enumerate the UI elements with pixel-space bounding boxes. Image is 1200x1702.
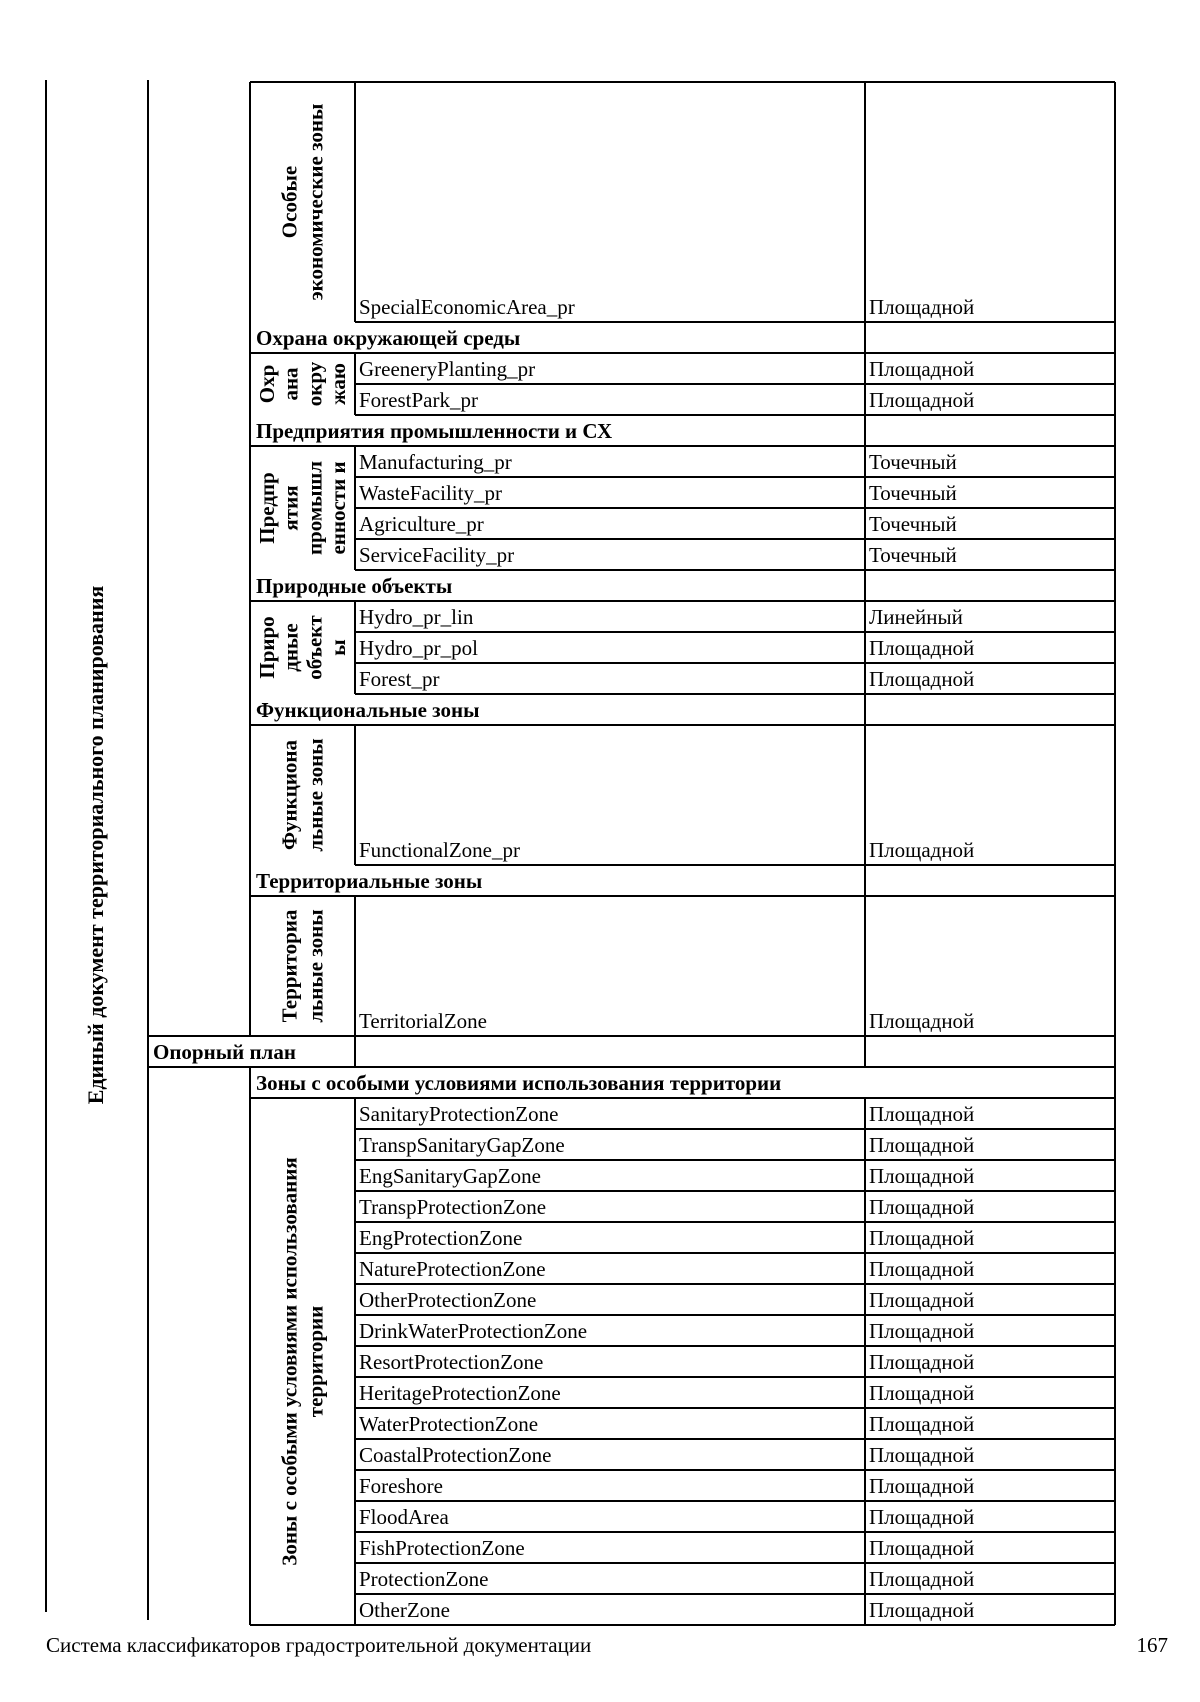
vertical-group-label: жаю: [326, 363, 351, 405]
layer-name-cell: NatureProtectionZone: [359, 1257, 546, 1281]
geometry-type-cell: Площадной: [869, 1443, 975, 1467]
geometry-type-cell: Площадной: [869, 1226, 975, 1250]
layer-name-cell: WasteFacility_pr: [359, 481, 502, 505]
vertical-group-label: Предпр: [254, 472, 279, 544]
geometry-type-cell: Площадной: [869, 388, 975, 412]
vertical-group-label: енности и: [326, 461, 351, 555]
vertical-group-label: Приро: [254, 616, 279, 679]
layer-name-cell: Hydro_pr_lin: [359, 605, 474, 629]
geometry-type-cell: Площадной: [869, 1164, 975, 1188]
footer-title: Система классификаторов градостроительной документации: [46, 1633, 592, 1657]
vertical-group-label: Функциона: [277, 739, 302, 851]
layer-name-cell: Foreshore: [359, 1474, 443, 1498]
layer-name-cell: SanitaryProtectionZone: [359, 1102, 559, 1126]
geometry-type-cell: Точечный: [869, 543, 957, 567]
layer-name-cell: DrinkWaterProtectionZone: [359, 1319, 588, 1343]
geometry-type-cell: Площадной: [869, 1257, 975, 1281]
geometry-type-cell: Площадной: [869, 1350, 975, 1374]
vertical-group-label: льные зоны: [303, 738, 328, 852]
vertical-group-label: Охр: [254, 364, 279, 404]
page-number: 167: [1136, 1633, 1168, 1657]
geometry-type-cell: Площадной: [869, 1567, 975, 1591]
vertical-group-label: объект: [302, 615, 327, 680]
geometry-type-cell: Площадной: [869, 838, 975, 862]
layer-name-cell: Agriculture_pr: [359, 512, 484, 536]
layer-name-cell: ServiceFacility_pr: [359, 543, 515, 567]
vertical-group-label: экономические зоны: [303, 103, 328, 301]
vertical-group-label: окру: [302, 361, 327, 407]
geometry-type-cell: Площадной: [869, 1195, 975, 1219]
section-header: Охрана окружающей среды: [256, 326, 521, 350]
layer-name-cell: GreeneryPlanting_pr: [359, 357, 536, 381]
section-header: Функциональные зоны: [256, 698, 480, 722]
layer-name-cell: ForestPark_pr: [359, 388, 478, 412]
geometry-type-cell: Площадной: [869, 667, 975, 691]
vertical-group-label: ятия: [278, 485, 303, 531]
vertical-group-label: ы: [326, 639, 351, 656]
layer-name-cell: FishProtectionZone: [359, 1536, 525, 1560]
spine-title: Единый документ территориального планирования: [83, 585, 108, 1105]
geometry-type-cell: Точечный: [869, 481, 957, 505]
geometry-type-cell: Точечный: [869, 450, 957, 474]
table-content: [153, 104, 974, 1622]
geometry-type-cell: Площадной: [869, 1009, 975, 1033]
geometry-type-cell: Линейный: [869, 605, 963, 629]
vertical-group-label: Территориа: [277, 909, 302, 1023]
geometry-type-cell: Площадной: [869, 1102, 975, 1126]
layer-name-cell: OtherZone: [359, 1598, 450, 1622]
layer-name-cell: FloodArea: [359, 1505, 449, 1529]
geometry-type-cell: Площадной: [869, 636, 975, 660]
layer-name-cell: TranspSanitaryGapZone: [359, 1133, 565, 1157]
geometry-type-cell: Площадной: [869, 1381, 975, 1405]
geometry-type-cell: Площадной: [869, 1598, 975, 1622]
layer-name-cell: EngSanitaryGapZone: [359, 1164, 541, 1188]
vertical-group-label: дные: [278, 623, 303, 672]
layer-name-cell: ProtectionZone: [359, 1567, 489, 1591]
layer-name-cell: EngProtectionZone: [359, 1226, 523, 1250]
vertical-group-label: промышл: [302, 460, 327, 556]
layer-name-cell: Manufacturing_pr: [359, 450, 512, 474]
geometry-type-cell: Площадной: [869, 1133, 975, 1157]
layer-name-cell: OtherProtectionZone: [359, 1288, 537, 1312]
geometry-type-cell: Площадной: [869, 1319, 975, 1343]
layer-name-cell: TerritorialZone: [359, 1009, 487, 1033]
geometry-type-cell: Площадной: [869, 1505, 975, 1529]
vertical-group-label: территории: [303, 1305, 328, 1418]
layer-name-cell: Forest_pr: [359, 667, 440, 691]
layer-name-cell: CoastalProtectionZone: [359, 1443, 552, 1467]
geometry-type-cell: Площадной: [869, 1412, 975, 1436]
section-header-wide: Зоны с особыми условиями использования территории: [256, 1071, 782, 1095]
vertical-group-label: ана: [278, 367, 303, 401]
layer-name-cell: FunctionalZone_pr: [359, 838, 520, 862]
layer-name-cell: Hydro_pr_pol: [359, 636, 478, 660]
layer-name-cell: SpecialEconomicArea_pr: [359, 295, 575, 319]
geometry-type-cell: Площадной: [869, 357, 975, 381]
vertical-group-label: Особые: [277, 165, 302, 239]
layer-name-cell: TranspProtectionZone: [359, 1195, 547, 1219]
layer-name-cell: ResortProtectionZone: [359, 1350, 544, 1374]
part-header: Опорный план: [153, 1040, 296, 1064]
layer-name-cell: HeritageProtectionZone: [359, 1381, 561, 1405]
layer-name-cell: WaterProtectionZone: [359, 1412, 539, 1436]
vertical-group-label: льные зоны: [303, 909, 328, 1023]
geometry-type-cell: Площадной: [869, 1536, 975, 1560]
geometry-type-cell: Площадной: [869, 1288, 975, 1312]
geometry-type-cell: Точечный: [869, 512, 957, 536]
section-header: Территориальные зоны: [256, 869, 483, 893]
geometry-type-cell: Площадной: [869, 1474, 975, 1498]
vertical-group-label: Зоны с особыми условиями использования: [277, 1157, 302, 1566]
geometry-type-cell: Площадной: [869, 295, 975, 319]
section-header: Природные объекты: [256, 574, 453, 598]
section-header: Предприятия промышленности и СХ: [256, 419, 613, 443]
